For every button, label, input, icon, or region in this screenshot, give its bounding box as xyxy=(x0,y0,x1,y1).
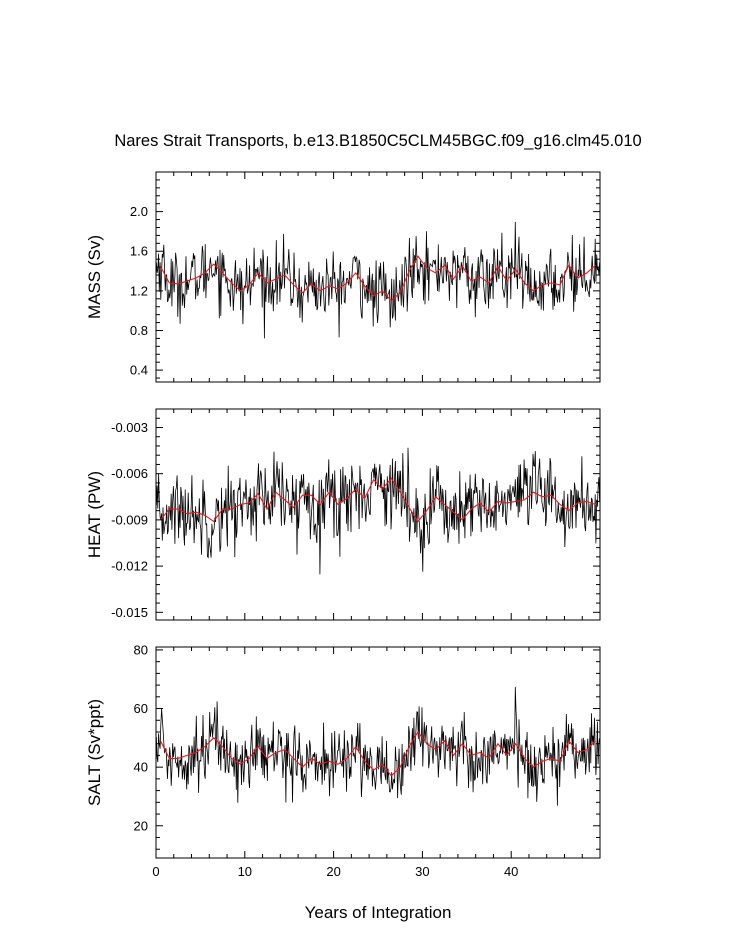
x-tick-label: 30 xyxy=(415,864,430,879)
salt-y-tick-label: 40 xyxy=(133,759,148,775)
mass-y-tick-label: 1.2 xyxy=(129,283,148,299)
salt-y-tick-label: 20 xyxy=(133,818,148,834)
mass-y-tick-label: 0.8 xyxy=(129,322,148,338)
heat-monthly-line xyxy=(156,448,599,575)
mass-y-tick-label: 1.6 xyxy=(129,243,148,259)
x-tick-label: 10 xyxy=(237,864,253,879)
heat-y-tick-label: -0.015 xyxy=(111,604,148,620)
heat-panel xyxy=(85,409,600,620)
heat-y-axis-title: HEAT (PW) xyxy=(85,470,104,559)
mass-y-axis-title: MASS (Sv) xyxy=(85,234,104,320)
x-axis-title: Years of Integration xyxy=(304,903,452,922)
x-tick-label: 40 xyxy=(503,864,519,879)
heat-y-tick-label: -0.012 xyxy=(111,558,148,574)
mass-y-tick-label: 0.4 xyxy=(129,362,148,378)
x-tick-label: 20 xyxy=(326,864,341,879)
heat-y-tick-label: -0.003 xyxy=(111,419,148,435)
mass-monthly-line xyxy=(156,222,599,339)
mass-y-tick-label: 2.0 xyxy=(129,204,148,220)
heat-y-tick-label: -0.006 xyxy=(111,466,148,482)
mass-panel xyxy=(85,172,600,382)
x-tick-label: 0 xyxy=(152,864,160,879)
heat-y-tick-label: -0.009 xyxy=(111,512,148,528)
chart-title: Nares Strait Transports, b.e13.B1850C5CLM45BGC.f09_g16.clm45.010 xyxy=(114,132,642,150)
salt-y-tick-label: 60 xyxy=(133,701,148,717)
salt-y-axis-title: SALT (Sv*ppt) xyxy=(85,698,104,807)
salt-panel xyxy=(85,642,600,879)
salt-y-tick-label: 80 xyxy=(133,642,148,658)
